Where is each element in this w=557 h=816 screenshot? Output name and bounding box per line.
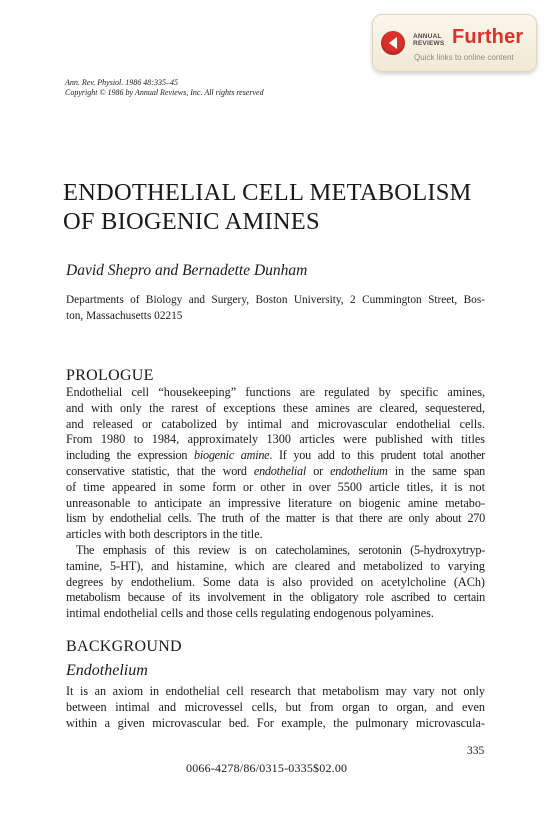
further-title: Further [452,26,524,48]
background-heading: BACKGROUND [66,638,182,655]
further-badge[interactable] [372,14,537,72]
publisher-line-2: REVIEWS [413,40,445,47]
text-line: degrees by endothelium. Some data is also provided on acetylcholine (ACh) [66,574,485,589]
text-line: metabolism because of its involvement in the obligatory role ascribed to certain [66,590,485,605]
background-paragraph-1 [66,684,485,731]
article-title-line-1: ENDOTHELIAL CELL METABOLISM [63,179,472,206]
text-run: . If you add to this prudent total another [269,448,485,463]
citation-line-1: Ann. Rev. Physiol. 1986 48:335–45 [65,78,178,87]
text-run: conservative statistic, that the word [66,463,254,478]
text-run: in the same span [387,463,485,478]
text-line [66,464,485,480]
text-line: and with only the rarest of exceptions these amines are cleared, sequestered, [66,400,485,415]
annual-reviews-play-icon [381,31,405,55]
text-line: and released or catabolized by intimal and microvascular endothelial cells. [66,416,485,431]
text-line: intimal endothelial cells and those cells regulating endogenous polyamines. [66,606,434,621]
text-line: It is an axiom in endothelial cell research that metabolism may vary not only [66,684,485,698]
publisher-line-1: ANNUAL [413,33,442,40]
italic-term: endothelial [253,463,307,478]
further-subtitle: Quick links to online content [414,53,514,62]
article-code: 0066-4278/86/0315-0335$02.00 [186,761,348,775]
text-line: The emphasis of this review is on catecholamines, serotonin (5-hydroxytryp- [76,543,485,557]
prologue-paragraph-1 [66,385,485,543]
text-line: lism by endothelial cells. The truth of the matter is that there are only about 270 [66,511,485,526]
text-line: unreasonable to anticipate an impressive literature on biogenic amine metabo- [66,495,485,510]
italic-term: biogenic amine [194,448,270,463]
text-line: between intimal and microvessel cells, but from organ to organ, and even [66,699,485,714]
text-run: including the expression [66,448,195,463]
article-title-line-2: OF BIOGENIC AMINES [63,208,320,235]
text-line: From 1980 to 1984, approximately 1300 articles were published with titles [66,432,485,447]
annual-reviews-wordmark [413,33,444,47]
prologue-paragraph-2 [66,543,485,622]
endothelium-subheading: Endothelium [66,662,148,679]
text-line: within a given microvascular bed. For example, the pulmonary microvascula- [66,715,485,730]
text-line [66,448,485,464]
text-line: tamine, 5-HT), and histamine, which are cleared and metabolized to varying [66,558,485,573]
text-run: or [306,463,331,478]
page-number: 335 [467,745,485,757]
text-line: of time appeared in some form or other in over 5500 article titles, it is not [66,479,485,494]
author-affiliation [66,293,485,324]
citation-line-2: Copyright © 1986 by Annual Reviews, Inc. All rights reserved [65,88,264,97]
article-authors: David Shepro and Bernadette Dunham [66,262,308,279]
italic-term: endothelium [330,463,388,478]
affiliation-line-2: ton, Massachusetts 02215 [66,309,183,322]
prologue-heading: PROLOGUE [66,367,154,384]
affiliation-line-1: Departments of Biology and Surgery, Boston University, 2 Cummington Street, Bos- [66,294,485,306]
text-line: articles with both descriptors in the title. [66,527,263,542]
text-line: Endothelial cell “housekeeping” functions are regulated by specific amines, [66,385,485,399]
journal-citation [65,78,264,98]
article-title [63,178,472,236]
